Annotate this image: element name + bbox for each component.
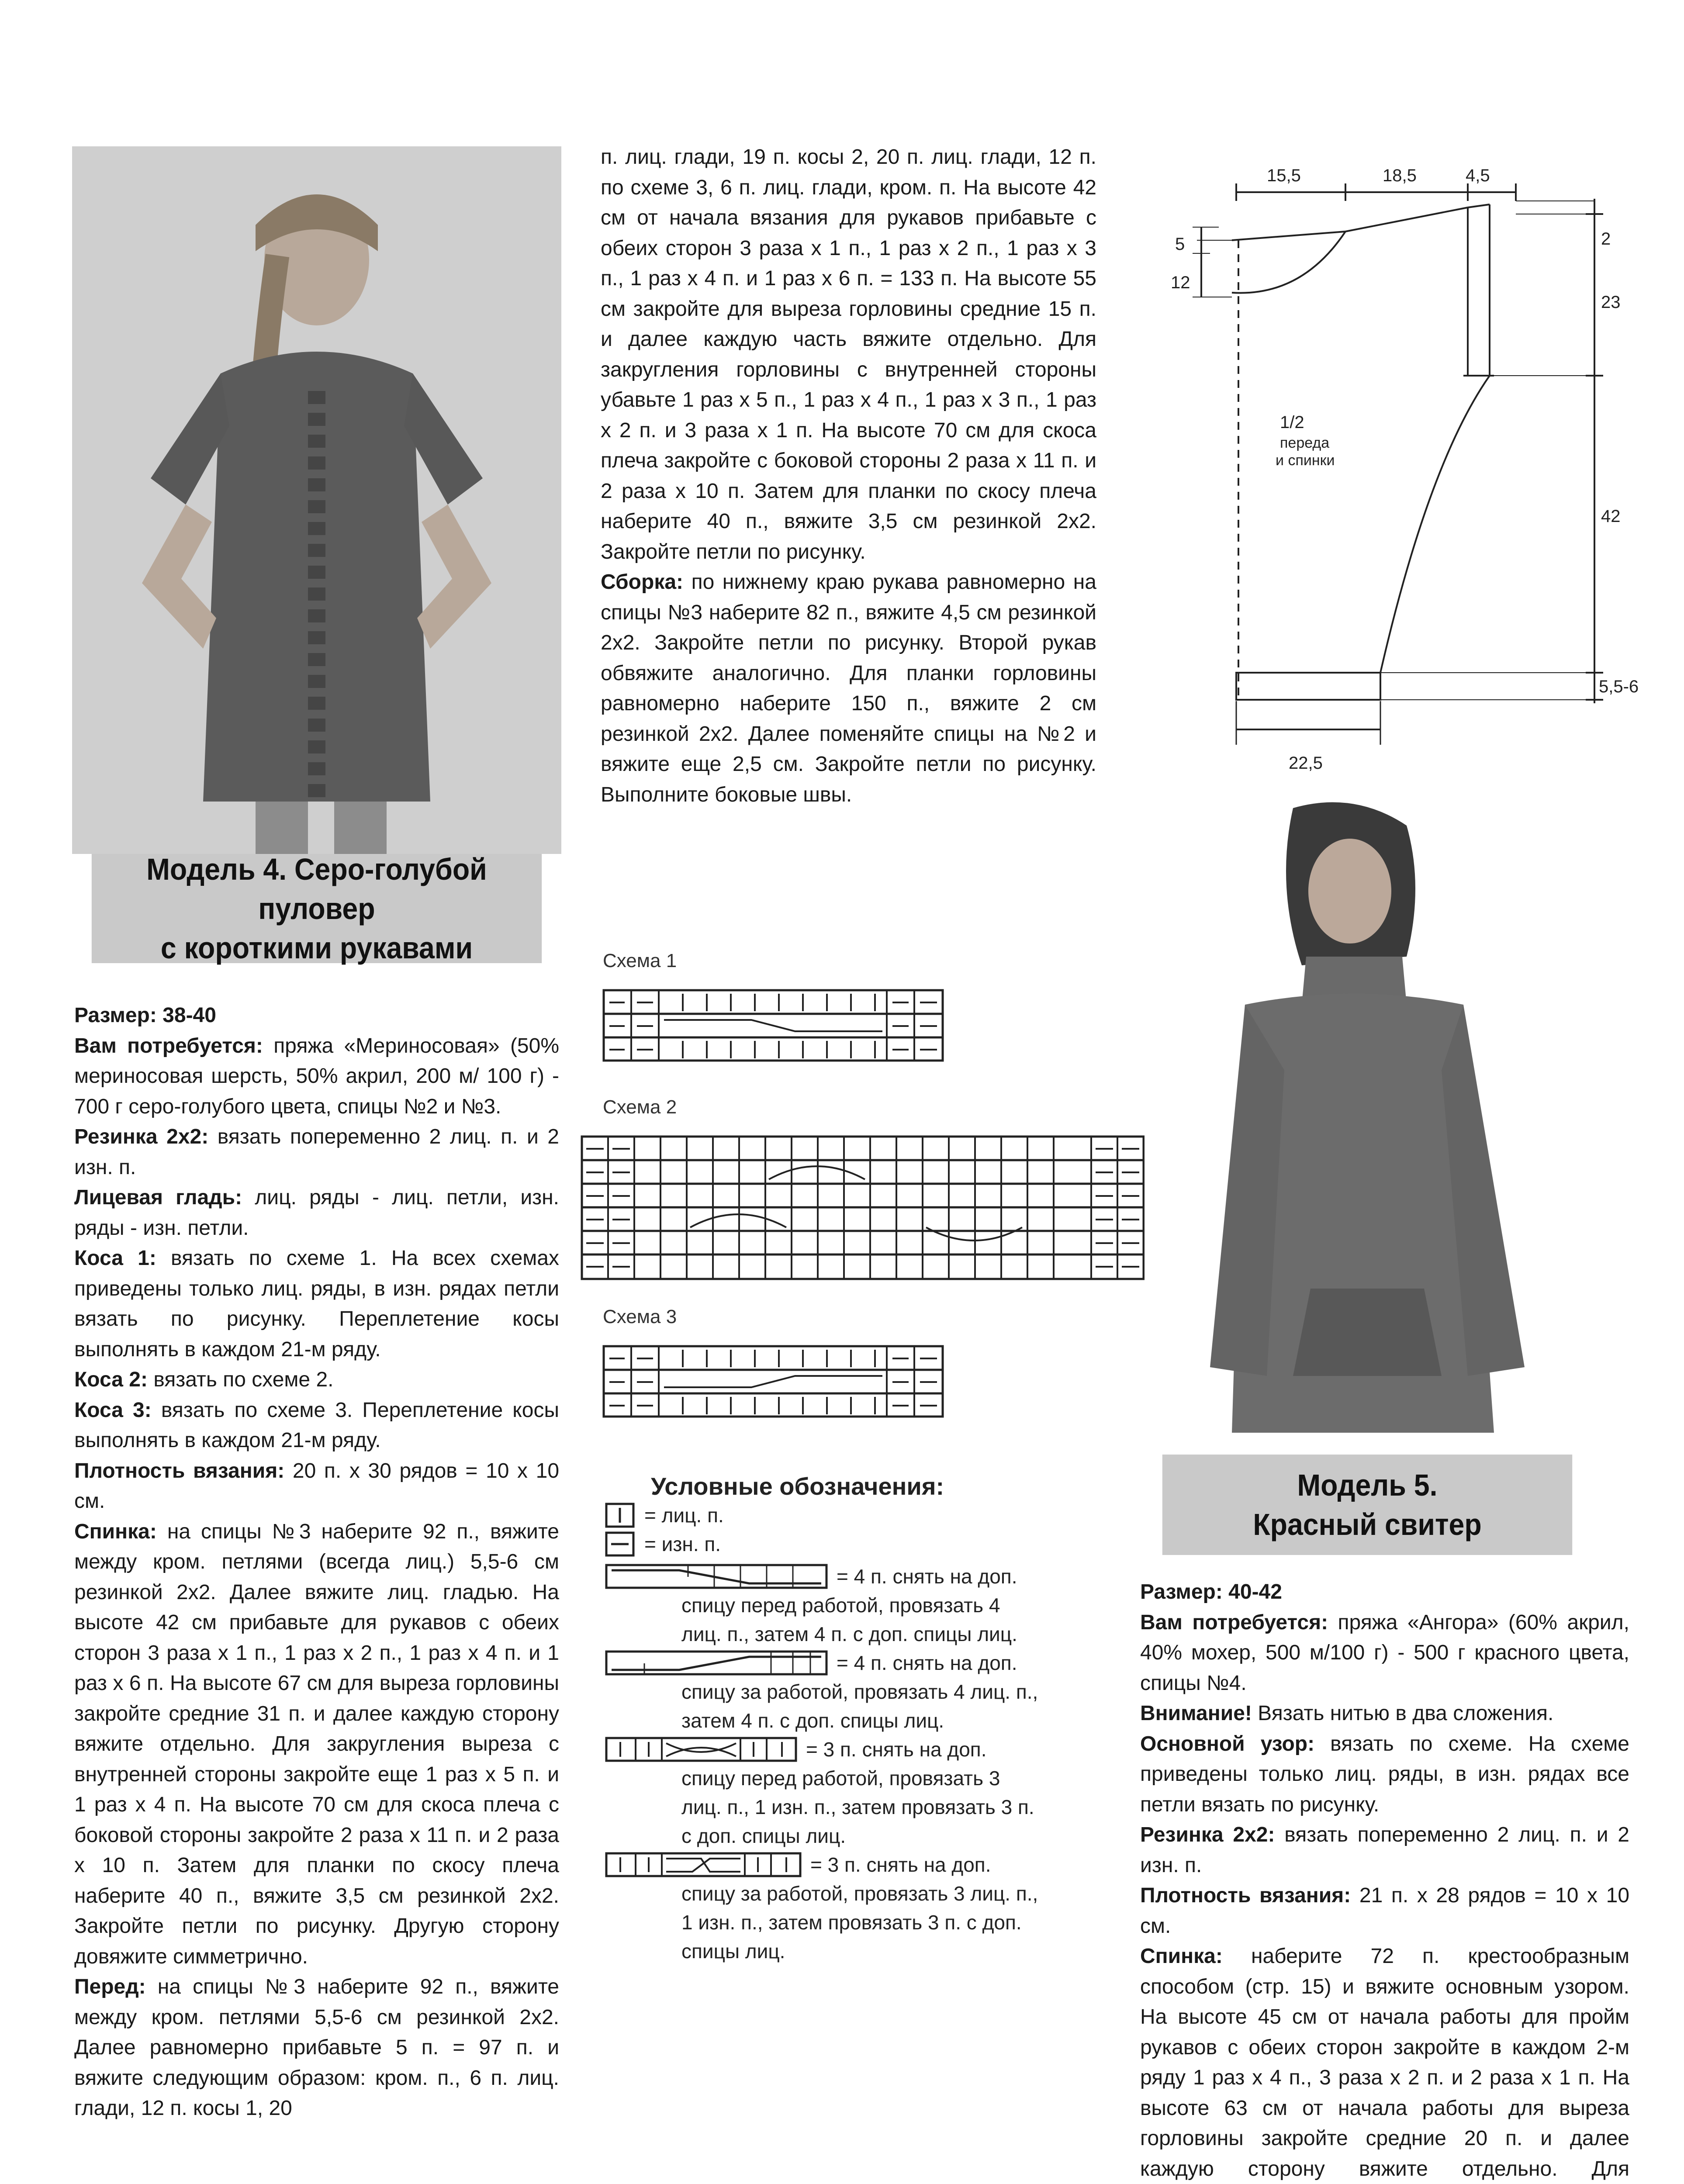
cable8-back-symbol-icon [605,1564,828,1589]
pattern-label: Основной узор: [1140,1732,1315,1755]
needs-text: пряжа «Ангора» (60% акрил, 40% мохер, 500 м/100 г) - 500 г красного цвета, спицы №4. [1140,1610,1629,1695]
legend-cable8-front [605,1648,1094,1735]
model4-photo [72,146,561,854]
model5-caption [1162,1455,1572,1555]
rib-text: вязать попеременно 2 лиц. п. и 2 изн. п. [74,1125,560,1179]
needs-label: Вам потребуется: [74,1034,263,1057]
cable3-label: Коса 3: [74,1398,152,1422]
front-label: Перед: [74,1975,146,1998]
needs-label: Вам потребуется: [1140,1610,1328,1634]
model5-right-column [1140,1577,1629,2184]
legend-cable7-front-line2: спицу за работой, провязать 3 лиц. п., [681,1882,1038,1905]
legend-cable8-front-line2: спицу за работой, провязать 4 лиц. п., [681,1680,1038,1703]
dim-12: 12 [1171,273,1190,292]
model4-stst [74,1182,559,1243]
needs-text: пряжа «Мериносовая» (50% мериносовая шерсть, 50% акрил, 200 м/ 100 г) - 700 г серо-голубого цвета, спицы №2 и №3. [74,1034,559,1118]
dim-4-5: 4,5 [1466,166,1490,185]
gauge-label: Плотность вязания: [74,1459,285,1482]
legend-cable7-back-line4: с доп. спицы лиц. [681,1825,846,1847]
legend-cable7-back-line3: лиц. п., 1 изн. п., затем провязать 3 п. [681,1796,1034,1818]
front-text: на спицы №3 наберите 92 п., вяжите между кром. петлями 5,5-6 см резинкой 2х2. Далее равномерно прибавьте 5 п. = 97 п. и вяжите следующим образом: кром. п., 6 п. лиц. глади, 12 п. косы 1, 20 [74,1975,559,2120]
legend-cable7-back-line2: спицу перед работой, провязать 3 [681,1767,1000,1790]
gauge-text: 21 п. х 28 рядов = 10 х 10 см. [1140,1884,1630,1938]
back-label: Спинка: [1140,1945,1223,1968]
scheme1-label: Схема 1 [603,950,677,971]
model5-figure-illustration [1145,799,1590,1455]
legend-cable7-front [605,1850,1094,1966]
model4-assembly [601,567,1096,810]
knit-symbol-icon [605,1503,636,1528]
model5-caption-line2: Красный свитер [1253,1507,1482,1541]
dim-5-5-6: 5,5-6 [1599,677,1639,696]
model4-figure-illustration [72,146,561,854]
model4-front [74,1972,559,2124]
back-label: Спинка: [74,1520,157,1543]
dim-15-5: 15,5 [1267,166,1301,185]
piece-label-3: и спинки [1276,452,1335,469]
legend-purl-text: = изн. п. [644,1533,721,1555]
model4-caption-line1: Модель 4. Серо-голубой пуловер [146,852,487,926]
legend-cable7-front-line3: 1 изн. п., затем провязать 3 п. с доп. [681,1911,1022,1934]
assembly-label: Сборка: [601,570,684,594]
legend-knit [605,1501,1094,1530]
legend [605,1472,1094,1966]
model4-cable2 [74,1365,559,1395]
legend-purl [605,1530,1094,1559]
model5-caption-line1: Модель 5. [1297,1468,1438,1502]
gauge-text: 20 п. х 30 рядов = 10 х 10 см. [74,1459,560,1513]
dim-5: 5 [1175,235,1185,254]
cable8-front-symbol-icon [605,1650,828,1676]
purl-symbol-icon [605,1531,636,1557]
stst-label: Лицевая гладь: [74,1186,242,1209]
legend-cable8-back [605,1562,1094,1648]
pattern-text: вязать по схеме. На схеме приведены только лиц. ряды, в изн. рядах все петли вязать по рисунку. [1140,1732,1630,1816]
rib-label: Резинка 2х2: [1140,1823,1275,1846]
rib-text: вязать попеременно 2 лиц. п. и 2 изн. п. [1140,1823,1630,1877]
assembly-text: по нижнему краю рукава равномерно на спицы №3 наберите 82 п., вяжите 4,5 см резинкой 2х2. Закройте петли по рисунку. Второй рукав обвяжите аналогично. Для планки горловины равномерно наберите 150 п., вяжите 2 см резинкой 2х2. Далее поменяйте спицы на №2 и вяжите еще 2,5 см. Закройте петли по рисунку. Выполните боковые швы. [601,570,1096,806]
legend-title: Условные обозначения: [651,1472,944,1500]
model5-rib [1140,1820,1629,1880]
model4-rib [74,1122,559,1182]
model4-middle-column [601,142,1096,810]
legend-cable8-front-line1: = 4 п. снять на доп. [837,1652,1017,1674]
model4-back [74,1517,559,1972]
model4-left-column [74,1000,559,2124]
legend-cable7-back [605,1735,1094,1850]
piece-label-2: переда [1280,435,1330,451]
attention-text: Вязать нитью в два сложения. [1252,1702,1554,1725]
model5-back [1140,1941,1629,2184]
model5-size: Размер: 40-42 [1140,1580,1282,1603]
legend-knit-text: = лиц. п. [644,1504,724,1527]
scheme1-chart [603,989,944,1061]
scheme2-chart [581,1136,1145,1280]
cable1-label: Коса 1: [74,1247,156,1270]
back-text: наберите 72 п. крестообразным способом (стр. 15) и вяжите основным узором. На высоте 45 см от начала работы для пройм рукавов с обеих сторон закройте в каждом 2-м ряду 1 раз х 4 п., 3 раза х 2 п. и 2 раза х 1 п. На высоте 63 см от начала работы для выреза горловины закройте средние 20 п. и далее каждую сторону вяжите отдельно. Для [1140,1945,1629,2181]
model5-pattern [1140,1729,1629,1820]
model4-needs [74,1031,559,1122]
dim-2: 2 [1601,229,1611,249]
model4-caption-line2: с короткими рукавами [160,931,473,965]
model4-size: Размер: 38-40 [74,1004,216,1027]
legend-cable8-back-line3: лиц. п., затем 4 п. с доп. спицы лиц. [681,1623,1017,1645]
legend-cable8-front-line3: затем 4 п. с доп. спицы лиц. [681,1709,944,1732]
cable1-text: вязать по схеме 1. На всех схемах приведены только лиц. ряды, в изн. рядах петли вязать по рисунку. Переплетение косы выполнять в каждом 21-м ряду. [74,1247,559,1361]
dim-22-5: 22,5 [1289,753,1323,773]
model4-front-continued: п. лиц. глади, 19 п. косы 2, 20 п. лиц. глади, 12 п. по схеме 3, 6 п. лиц. глади, кром. п. На высоте 42 см от начала вязания для рукавов прибавьте с обеих сторон 3 раза х 1 п., 1 раз х 2 п., 1 раз х 3 п., 1 раз х 4 п. и 1 раз х 6 п. = 133 п. На высоте 55 см закройте для выреза горловины средние 15 п. и далее каждую часть вяжите отдельно. Для закругления горловины с внутренней стороны убавьте 1 раз х 5 п., 1 раз х 4 п., 1 раз х 3 п., 1 раз х 2 п. и 3 раза х 1 п. На высоте 70 см для скоса плеча закройте с боковой стороны 2 раза х 11 п. и 2 раза х 10 п. Затем для планки по скосу плеча наберите 40 п., вяжите 3,5 см резинкой 2х2. Закройте петли по рисунку. [601,145,1096,563]
scheme2-label: Схема 2 [603,1096,677,1118]
piece-label-1: 1/2 [1280,413,1304,432]
legend-cable7-back-line1: = 3 п. снять на доп. [806,1738,987,1761]
gauge-label: Плотность вязания: [1140,1884,1351,1907]
dim-23: 23 [1601,293,1621,312]
cable3-text: вязать по схеме 3. Переплетение косы выполнять в каждом 21-м ряду. [74,1398,559,1452]
model4-gauge [74,1456,559,1517]
model5-photo [1145,799,1590,1455]
legend-cable7-front-line4: спицы лиц. [681,1940,785,1963]
model4-cable3 [74,1395,559,1456]
model4-caption [92,854,542,963]
schematic-diagram [1158,157,1639,786]
model4-cable1 [74,1243,559,1365]
cable7-front-symbol-icon [605,1852,802,1877]
model5-needs [1140,1607,1629,1699]
rib-label: Резинка 2х2: [74,1125,209,1148]
model5-attention [1140,1698,1629,1729]
cable2-text: вязать по схеме 2. [147,1368,334,1391]
cable7-back-symbol-icon [605,1737,797,1762]
model5-gauge [1140,1880,1629,1941]
attention-label: Внимание! [1140,1702,1252,1725]
dim-18-5: 18,5 [1383,166,1417,185]
back-text: на спицы №3 наберите 92 п., вяжите между кром. петлями (всегда лиц.) 5,5-6 см резинкой 2х2. Далее вяжите лиц. гладью. На высоте 42 см прибавьте для рукавов с обеих сторон 3 раза х 1 п., 1 раз х 2 п., 1 раз х 4 п. и 1 раз х 6 п. На высоте 67 см для выреза горловины закройте средние 31 п. и далее каждую сторону вяжите отдельно. Для закругления выреза с внутренней стороны закройте еще 1 раз х 5 п. и 1 раз х 4 п. На высоте 70 см для скоса плеча с боковой стороны закройте 2 раза х 11 п. и 2 раза х 10 п. Затем для планки по скосу плеча наберите 40 п., вяжите 3,5 см резинкой 2х2. Закройте петли по рисунку. Другую сторону довяжите симметрично. [74,1520,559,1968]
cable2-label: Коса 2: [74,1368,148,1391]
scheme3-label: Схема 3 [603,1306,677,1327]
dim-42: 42 [1601,507,1621,526]
stst-text: лиц. ряды - лиц. петли, изн. ряды - изн. петли. [74,1186,560,1240]
legend-cable8-back-line2: спицу перед работой, провязать 4 [681,1594,1000,1617]
legend-cable8-back-line1: = 4 п. снять на доп. [837,1565,1017,1588]
legend-cable7-front-line1: = 3 п. снять на доп. [810,1853,991,1876]
scheme3-chart [603,1345,944,1417]
